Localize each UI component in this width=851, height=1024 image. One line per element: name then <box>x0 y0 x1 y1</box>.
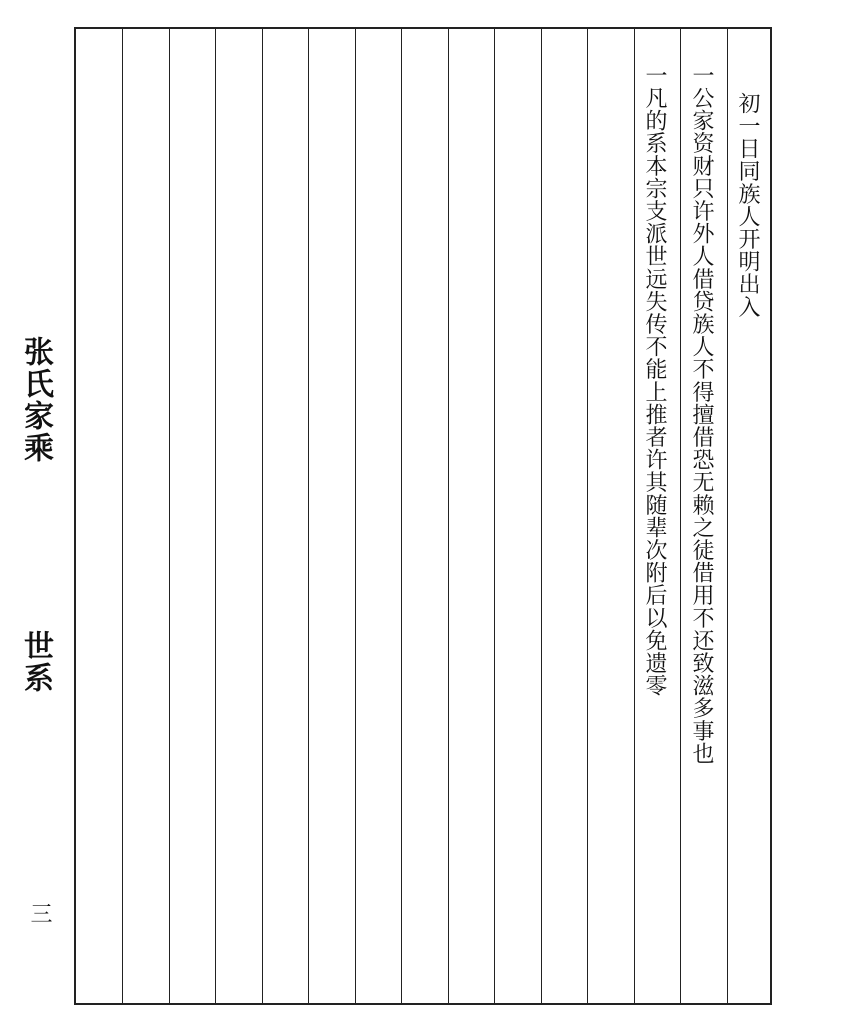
column-rule <box>401 29 402 1003</box>
text-column-3: 一凡的系本宗支派世远失传不能上推者许其随辈次附后以免遗零 <box>642 64 667 697</box>
column-rule <box>169 29 170 1003</box>
column-rule <box>355 29 356 1003</box>
column-rule <box>494 29 495 1003</box>
page-number: 三 <box>27 902 52 924</box>
column-rule <box>122 29 123 1003</box>
section-title: 世系 <box>18 630 53 694</box>
column-rule <box>680 29 681 1003</box>
column-rule <box>587 29 588 1003</box>
column-rule <box>727 29 728 1003</box>
book-title: 张氏家乘 <box>18 336 53 464</box>
text-column-1: 初一日同族人开明出入 <box>735 92 760 318</box>
column-rule <box>215 29 216 1003</box>
column-rule <box>262 29 263 1003</box>
text-column-2: 一公家资财只许外人借贷族人不得擅借恐无赖之徒借用不还致滋多事也 <box>689 64 714 765</box>
column-rule <box>541 29 542 1003</box>
ruled-page-frame <box>74 27 772 1005</box>
column-rule <box>448 29 449 1003</box>
column-rule <box>634 29 635 1003</box>
column-rule <box>308 29 309 1003</box>
